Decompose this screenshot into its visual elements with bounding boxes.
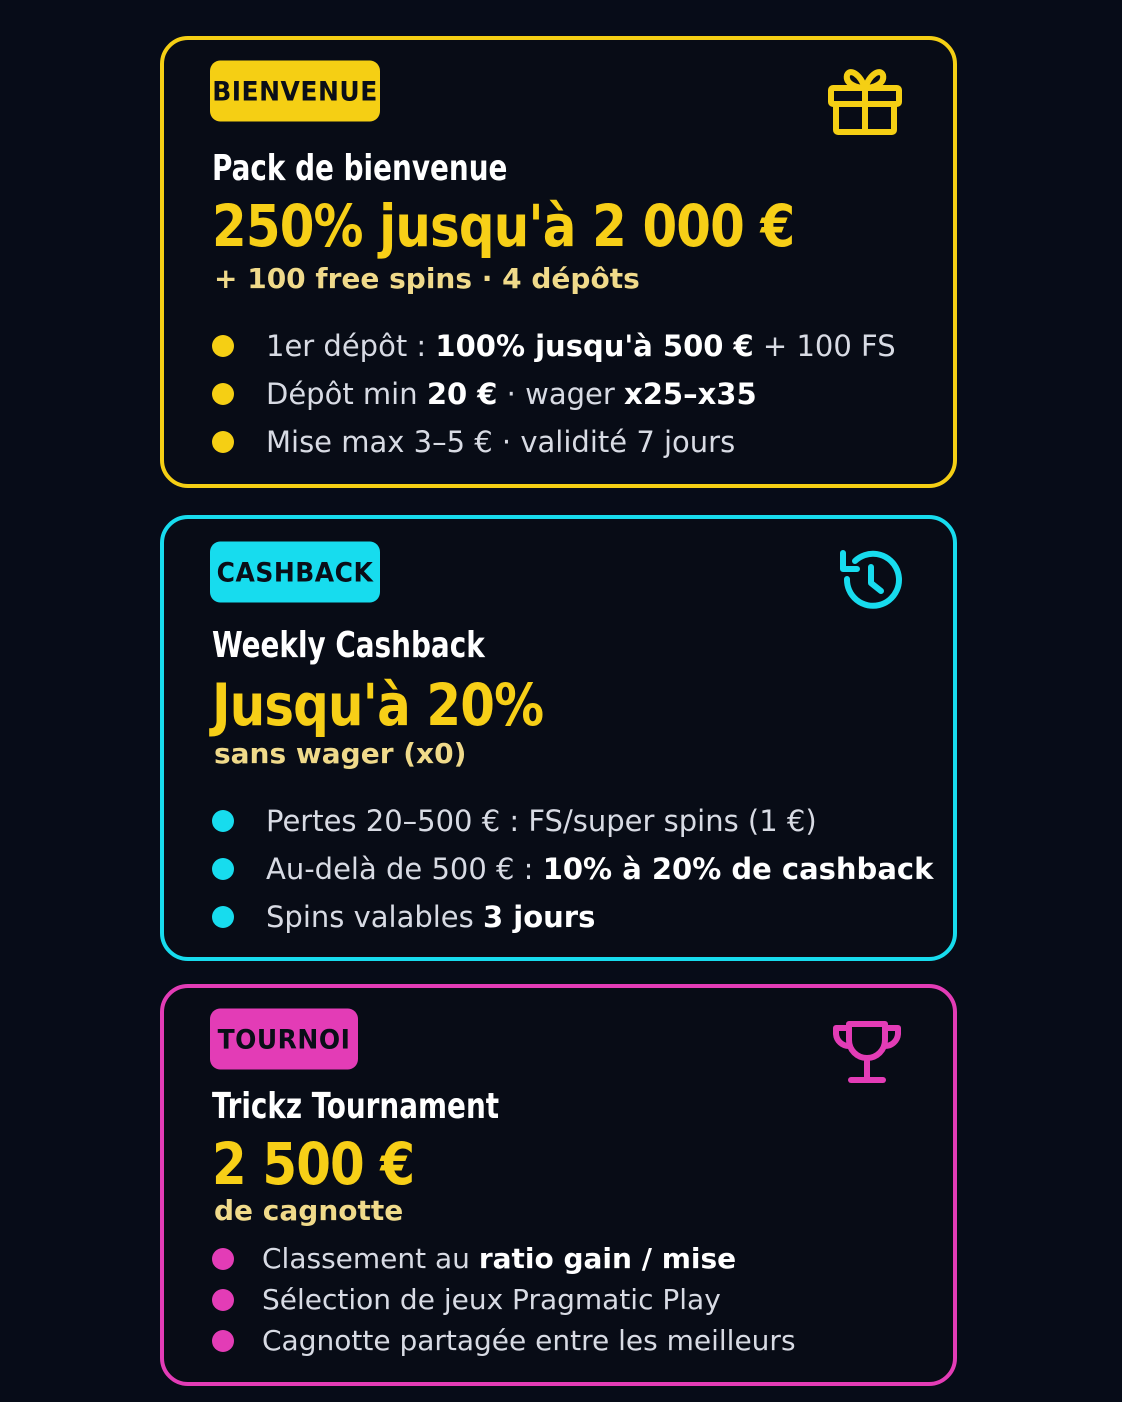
list-item: Cagnotte partagée entre les meilleurs xyxy=(212,1320,796,1361)
category-badge: TOURNOI xyxy=(210,1009,358,1070)
list-item: Mise max 3–5 € · validité 7 jours xyxy=(212,418,896,466)
tournament-card[interactable] xyxy=(160,984,957,1386)
bullet-dot xyxy=(212,1330,234,1352)
list-item: Pertes 20–500 € : FS/super spins (1 €) xyxy=(212,797,933,845)
card-title: Trickz Tournament xyxy=(212,1086,500,1127)
welcome-pack-card[interactable] xyxy=(160,36,957,488)
bullet-dot xyxy=(212,335,234,357)
offer-details-list xyxy=(212,1238,796,1361)
offer-subtitle: sans wager (x0) xyxy=(214,737,467,770)
card-title: Pack de bienvenue xyxy=(212,148,508,189)
bullet-dot xyxy=(212,810,234,832)
list-item: Dépôt min 20 € · wager x25–x35 xyxy=(212,370,896,418)
offer-subtitle: de cagnotte xyxy=(214,1194,404,1227)
list-item: 1er dépôt : 100% jusqu'à 500 € + 100 FS xyxy=(212,322,896,370)
offer-headline: 250% jusqu'à 2 000 € xyxy=(212,192,795,260)
offer-headline: Jusqu'à 20% xyxy=(212,671,544,739)
offer-details-list xyxy=(212,322,896,466)
trophy-icon xyxy=(831,1020,903,1086)
bullet-dot xyxy=(212,1289,234,1311)
bullet-dot xyxy=(212,1248,234,1270)
offer-subtitle: + 100 free spins · 4 dépôts xyxy=(214,262,640,295)
category-badge: BIENVENUE xyxy=(210,61,380,122)
history-clock-icon xyxy=(837,549,905,615)
weekly-cashback-card[interactable] xyxy=(160,515,957,961)
bullet-dot xyxy=(212,431,234,453)
list-item: Spins valables 3 jours xyxy=(212,893,933,941)
category-badge: CASHBACK xyxy=(210,542,380,603)
list-item: Sélection de jeux Pragmatic Play xyxy=(212,1279,796,1320)
bullet-dot xyxy=(212,906,234,928)
bullet-dot xyxy=(212,383,234,405)
offer-headline: 2 500 € xyxy=(212,1130,415,1198)
list-item: Classement au ratio gain / mise xyxy=(212,1238,796,1279)
list-item: Au-delà de 500 € : 10% à 20% de cashback xyxy=(212,845,933,893)
bullet-dot xyxy=(212,858,234,880)
card-title: Weekly Cashback xyxy=(212,625,485,666)
offer-details-list xyxy=(212,797,933,941)
gift-icon xyxy=(827,66,903,136)
